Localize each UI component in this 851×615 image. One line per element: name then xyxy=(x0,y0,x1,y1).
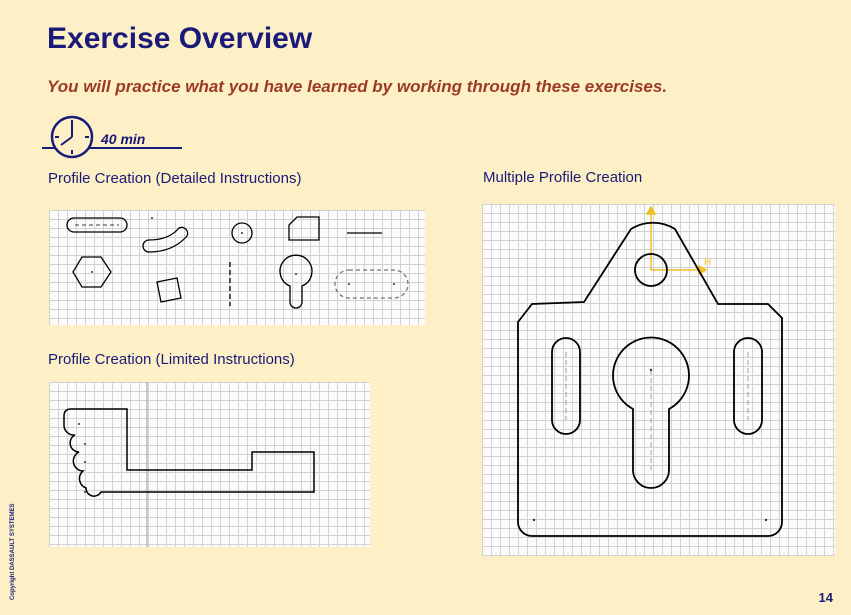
duration-label: 40 min xyxy=(101,131,146,147)
limited-sketch-panel xyxy=(49,382,370,547)
outer-profile xyxy=(518,223,782,536)
limited-sketch xyxy=(49,382,370,547)
bracket-profile xyxy=(64,409,314,496)
section-label-detailed: Profile Creation (Detailed Instructions) xyxy=(48,170,302,187)
section-label-multiple: Multiple Profile Creation xyxy=(483,169,643,186)
page-subtitle: You will practice what you have learned by working through these exercises. xyxy=(47,77,668,96)
chamfered-rectangle-sketch xyxy=(289,217,319,240)
axis-gizmo xyxy=(647,207,706,274)
page-number: 14 xyxy=(818,590,833,605)
rotated-square-sketch xyxy=(157,278,181,302)
multiple-profile-sketch xyxy=(482,204,835,556)
keyhole-sketch xyxy=(280,255,312,308)
detailed-sketches xyxy=(49,210,425,325)
dashed-slot-sketch xyxy=(335,270,408,298)
curved-slot-sketch xyxy=(143,227,188,252)
multiple-profile-panel xyxy=(482,204,835,556)
axis-label-h: H xyxy=(704,257,712,268)
page-title: Exercise Overview xyxy=(47,22,313,55)
detailed-sketch-panel xyxy=(49,210,425,325)
section-label-limited: Profile Creation (Limited Instructions) xyxy=(48,351,295,368)
copyright-notice: Copyright DASSAULT SYSTEMES xyxy=(10,503,16,600)
